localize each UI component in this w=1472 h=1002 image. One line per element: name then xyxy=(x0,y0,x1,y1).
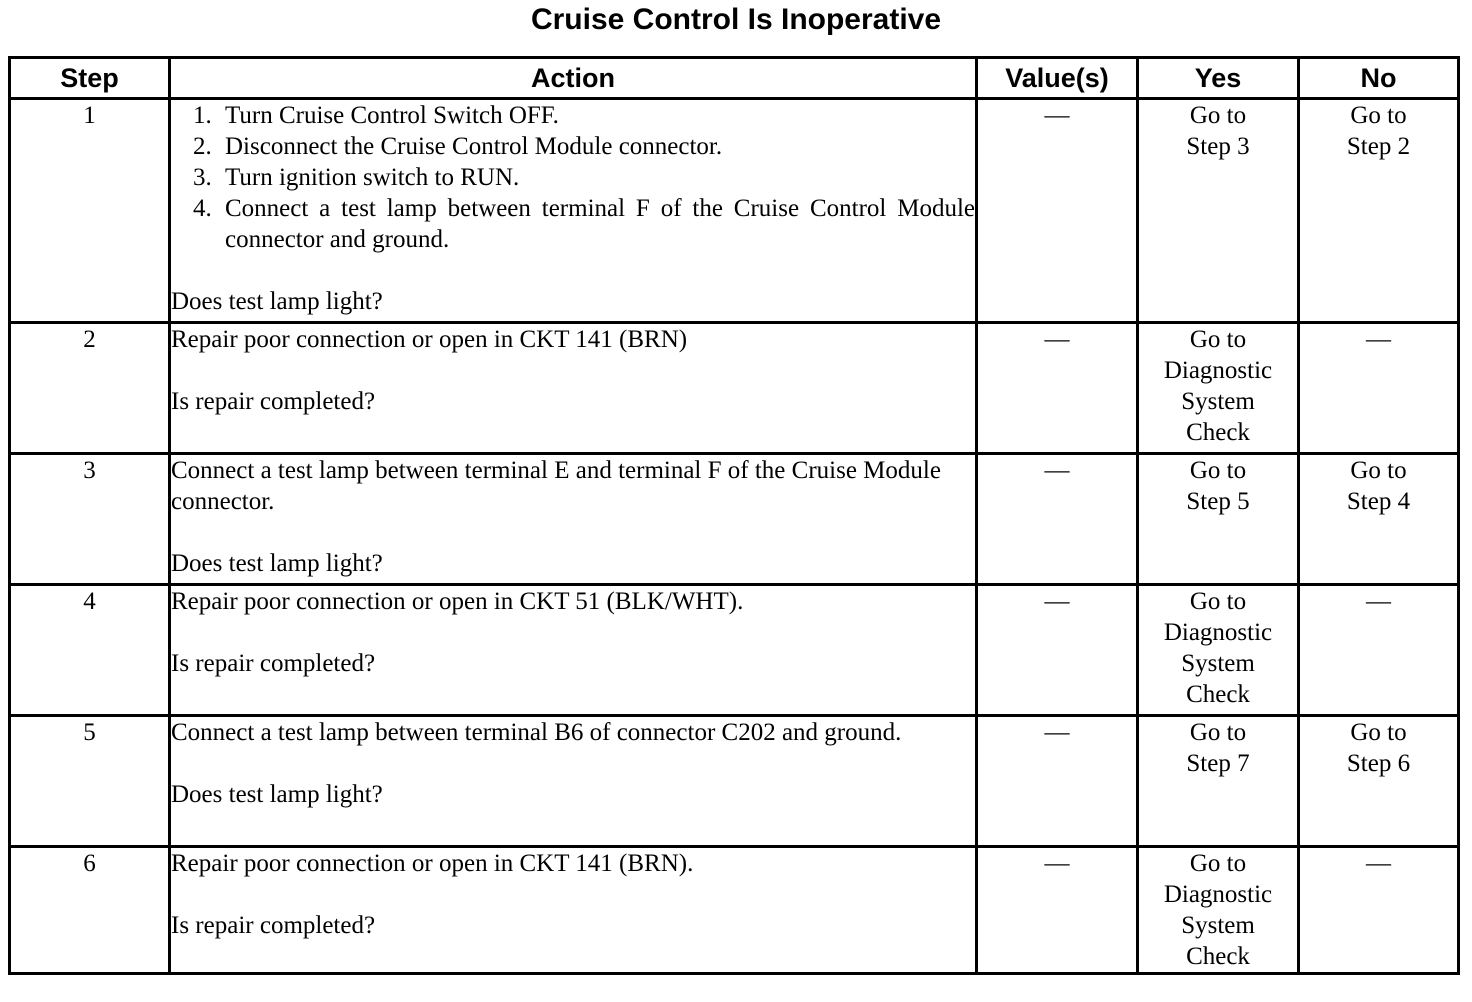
value-cell: — xyxy=(977,323,1138,454)
yes-line: Step 5 xyxy=(1186,488,1250,515)
value-cell: — xyxy=(977,454,1138,585)
no-cell xyxy=(1299,585,1459,716)
list-item-text: Turn Cruise Control Switch OFF. xyxy=(225,102,559,129)
yes-line: Check xyxy=(1186,943,1250,970)
action-text: Repair poor connection or open in CKT 51 (BLK/WHT). xyxy=(171,588,744,615)
no-line: Go to xyxy=(1350,102,1407,129)
no-line: — xyxy=(1366,326,1391,353)
action-cell xyxy=(170,99,977,323)
action-text: Connect a test lamp between terminal E and terminal F of the Cruise Module connector. xyxy=(171,457,941,515)
yes-line: Go to xyxy=(1189,457,1247,484)
list-item-number: 1. xyxy=(193,102,212,129)
step-number: 6 xyxy=(10,847,170,974)
no-line: — xyxy=(1366,850,1391,877)
header-step: Step xyxy=(10,58,170,99)
yes-line: Diagnostic xyxy=(1163,619,1273,646)
list-item xyxy=(171,131,975,162)
no-line: Step 2 xyxy=(1346,133,1411,160)
header-values: Value(s) xyxy=(977,58,1138,99)
action-question: Is repair completed? xyxy=(171,650,376,677)
no-line: — xyxy=(1366,588,1391,615)
step-number: 5 xyxy=(10,716,170,847)
step-number: 1 xyxy=(10,99,170,323)
diagnostic-table xyxy=(8,56,1460,975)
yes-cell xyxy=(1138,454,1299,585)
yes-cell xyxy=(1138,847,1299,974)
yes-line: Diagnostic xyxy=(1163,357,1273,384)
action-text: Connect a test lamp between terminal B6 of connector C202 and ground. xyxy=(171,719,902,746)
action-question: Is repair completed? xyxy=(171,912,376,939)
list-item-text: Disconnect the Cruise Control Module connector. xyxy=(225,133,723,160)
yes-line: Check xyxy=(1186,681,1250,708)
value-cell: — xyxy=(977,585,1138,716)
yes-cell xyxy=(1138,585,1299,716)
no-cell xyxy=(1299,716,1459,847)
action-question: Does test lamp light? xyxy=(171,781,383,808)
list-item-number: 4. xyxy=(193,195,212,222)
table-header-row xyxy=(10,58,1459,99)
action-cell xyxy=(170,585,977,716)
step-number: 4 xyxy=(10,585,170,716)
list-item-text: Connect a test lamp between terminal F of the Cruise Control Module connector and ground. xyxy=(225,195,975,253)
no-line: Step 4 xyxy=(1346,488,1411,515)
yes-line: System xyxy=(1181,650,1255,677)
yes-line: Step 7 xyxy=(1186,750,1250,777)
no-line: Go to xyxy=(1350,719,1407,746)
step-number: 2 xyxy=(10,323,170,454)
no-cell xyxy=(1299,454,1459,585)
table-row xyxy=(10,847,1459,974)
table-row xyxy=(10,99,1459,323)
list-item-number: 2. xyxy=(193,133,212,160)
no-line: Go to xyxy=(1350,457,1407,484)
action-question: Does test lamp light? xyxy=(171,550,383,577)
list-item-text: Turn ignition switch to RUN. xyxy=(225,164,520,191)
value-cell: — xyxy=(977,716,1138,847)
value-cell: — xyxy=(977,99,1138,323)
value-cell: — xyxy=(977,847,1138,974)
yes-line: System xyxy=(1181,912,1255,939)
action-question: Does test lamp light? xyxy=(171,288,383,315)
action-cell xyxy=(170,847,977,974)
no-cell xyxy=(1299,99,1459,323)
yes-line: Check xyxy=(1186,419,1250,446)
list-item-number: 3. xyxy=(193,164,212,191)
step-number: 3 xyxy=(10,454,170,585)
yes-cell xyxy=(1138,323,1299,454)
yes-line: System xyxy=(1181,388,1255,415)
yes-cell xyxy=(1138,99,1299,323)
yes-line: Go to xyxy=(1189,588,1247,615)
no-cell xyxy=(1299,847,1459,974)
list-item xyxy=(171,193,975,255)
list-item xyxy=(171,162,975,193)
action-question: Is repair completed? xyxy=(171,388,376,415)
action-cell xyxy=(170,323,977,454)
page-title: Cruise Control Is Inoperative xyxy=(530,3,942,36)
yes-line: Step 3 xyxy=(1186,133,1250,160)
header-action: Action xyxy=(170,58,977,99)
table-row xyxy=(10,454,1459,585)
yes-line: Go to xyxy=(1189,850,1247,877)
header-yes: Yes xyxy=(1138,58,1299,99)
action-step-list xyxy=(171,100,975,255)
yes-line: Go to xyxy=(1189,719,1247,746)
list-item xyxy=(171,100,975,131)
no-line: Step 6 xyxy=(1346,750,1411,777)
table-row xyxy=(10,323,1459,454)
table-row xyxy=(10,716,1459,847)
action-cell xyxy=(170,716,977,847)
action-text: Repair poor connection or open in CKT 141 (BRN) xyxy=(171,326,688,353)
yes-cell xyxy=(1138,716,1299,847)
action-text: Repair poor connection or open in CKT 141 (BRN). xyxy=(171,850,694,877)
action-cell xyxy=(170,454,977,585)
yes-line: Go to xyxy=(1189,102,1247,129)
table-row xyxy=(10,585,1459,716)
yes-line: Diagnostic xyxy=(1163,881,1273,908)
yes-line: Go to xyxy=(1189,326,1247,353)
header-no: No xyxy=(1299,58,1459,99)
no-cell xyxy=(1299,323,1459,454)
